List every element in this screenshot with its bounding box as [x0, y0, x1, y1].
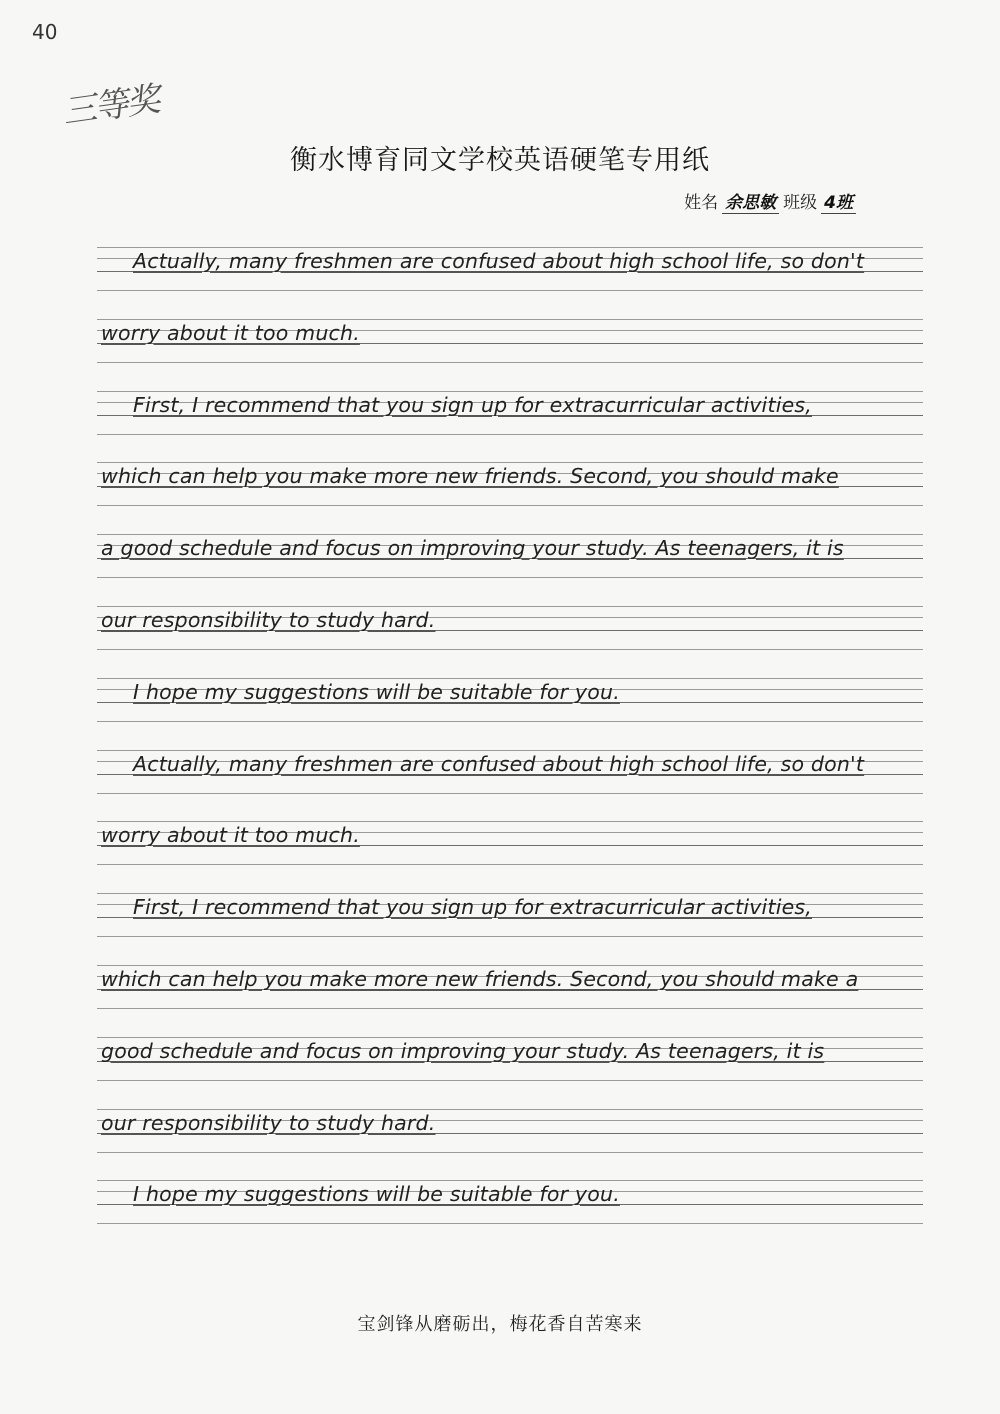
- page-number: 40: [32, 20, 58, 44]
- handwritten-line: I hope my suggestions will be suitable for you.: [133, 679, 620, 704]
- class-label: 班级: [783, 193, 818, 213]
- writing-row: [97, 603, 923, 675]
- handwritten-line: worry about it too much.: [101, 823, 360, 848]
- ruled-line: [97, 1008, 923, 1009]
- ruled-line: [97, 750, 923, 751]
- ruled-line: [97, 1037, 923, 1038]
- award-mark: 三等奖: [60, 79, 161, 133]
- sheet-title: 衡水博育同文学校英语硬笔专用纸: [290, 145, 710, 176]
- writing-lines: [97, 244, 923, 1249]
- ruled-line: [97, 319, 923, 320]
- handwritten-line: our responsibility to study hard.: [101, 1110, 436, 1135]
- ruled-line: [97, 247, 923, 248]
- handwritten-line: good schedule and focus on improving your study. As teenagers, it is: [101, 1038, 825, 1063]
- ruled-line: [97, 1080, 923, 1081]
- ruled-line: [97, 965, 923, 966]
- ruled-line: [97, 1180, 923, 1181]
- ruled-line: [97, 290, 923, 291]
- handwritten-line: worry about it too much.: [101, 320, 360, 345]
- handwritten-line: which can help you make more new friends. Second, you should make: [101, 464, 839, 489]
- motto: 宝剑锋从磨砺出，梅花香自苦寒来: [357, 1314, 643, 1335]
- class-value: 4班: [821, 188, 856, 214]
- writing-row: [97, 1106, 923, 1178]
- ruled-line: [97, 678, 923, 679]
- name-value: 余思敏: [722, 188, 779, 214]
- ruled-line: [97, 434, 923, 435]
- handwritten-line: First, I recommend that you sign up for extracurricular activities,: [133, 392, 812, 417]
- ruled-line: [97, 893, 923, 894]
- ruled-line: [97, 1152, 923, 1153]
- writing-row: [97, 818, 923, 890]
- ruled-line: [97, 721, 923, 722]
- handwritten-line: First, I recommend that you sign up for extracurricular activities,: [133, 895, 812, 920]
- ruled-line: [97, 864, 923, 865]
- ruled-line: [97, 821, 923, 822]
- handwritten-line: Actually, many freshmen are confused about high school life, so don't: [133, 751, 865, 776]
- writing-row: [97, 459, 923, 531]
- student-meta: [684, 188, 856, 214]
- handwritten-line: a good schedule and focus on improving your study. As teenagers, it is: [101, 536, 844, 561]
- ruled-line: [97, 793, 923, 794]
- ruled-line: [97, 1109, 923, 1110]
- ruled-line: [97, 936, 923, 937]
- ruled-line: [97, 462, 923, 463]
- writing-row: [97, 244, 923, 316]
- writing-row: [97, 675, 923, 747]
- handwritten-line: our responsibility to study hard.: [101, 607, 436, 632]
- writing-row: [97, 1177, 923, 1249]
- ruled-line: [97, 649, 923, 650]
- handwritten-line: which can help you make more new friends. Second, you should make a: [101, 966, 859, 991]
- writing-row: [97, 388, 923, 460]
- writing-row: [97, 747, 923, 819]
- writing-row: [97, 531, 923, 603]
- ruled-line: [97, 1223, 923, 1224]
- writing-row: [97, 890, 923, 962]
- writing-row: [97, 1034, 923, 1106]
- name-label: 姓名: [684, 193, 719, 213]
- ruled-line: [97, 606, 923, 607]
- handwritten-line: Actually, many freshmen are confused about high school life, so don't: [133, 249, 865, 273]
- ruled-line: [97, 534, 923, 535]
- writing-row: [97, 316, 923, 388]
- ruled-line: [97, 577, 923, 578]
- ruled-line: [97, 391, 923, 392]
- ruled-line: [97, 505, 923, 506]
- ruled-line: [97, 362, 923, 363]
- writing-row: [97, 962, 923, 1034]
- handwritten-line: I hope my suggestions will be suitable for you.: [133, 1182, 620, 1207]
